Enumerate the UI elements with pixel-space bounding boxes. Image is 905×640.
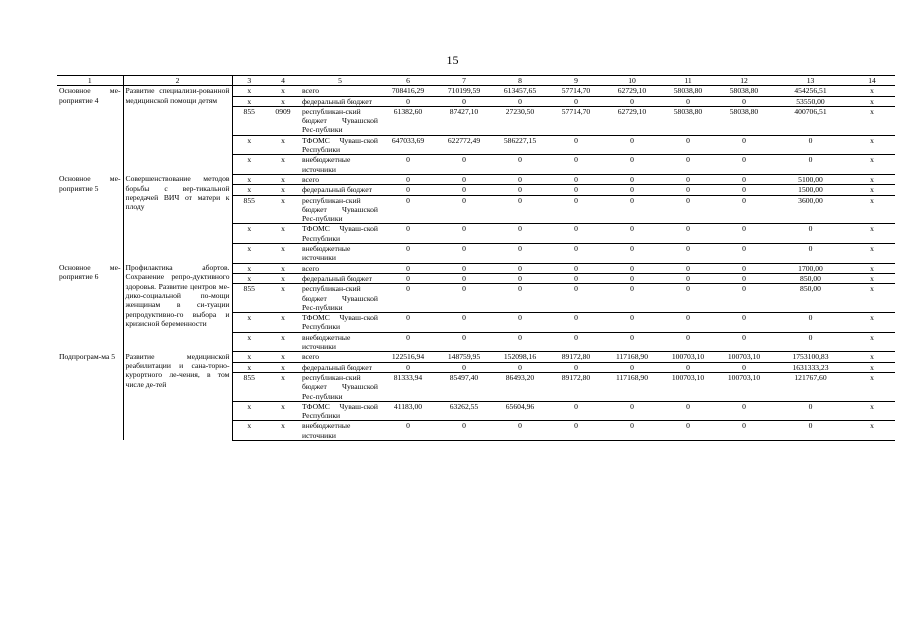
- code-cell: х: [266, 96, 300, 106]
- amount-cell: 0: [380, 362, 436, 372]
- amount-cell: 0: [380, 155, 436, 175]
- amount-cell: 586227,15: [492, 135, 548, 155]
- amount-cell: 0: [548, 332, 604, 352]
- activity-title: Подпрограм-ма 5: [57, 352, 123, 441]
- code-cell: х: [266, 135, 300, 155]
- amount-cell: 0: [518, 174, 522, 184]
- amount-cell: 0: [716, 224, 772, 244]
- amount-cell: 0: [436, 96, 492, 106]
- code-cell: х: [266, 372, 300, 401]
- amount-cell: 0: [548, 195, 604, 224]
- amount-cell: 0: [436, 362, 492, 372]
- amount-cell: 0: [716, 332, 772, 352]
- amount-cell: 100703,10: [660, 372, 716, 401]
- amount-cell: 0: [716, 96, 772, 106]
- amount-cell: 647033,69: [380, 135, 436, 155]
- amount-cell: 0: [604, 244, 660, 264]
- code-cell: 855: [232, 195, 266, 224]
- code-cell: х: [870, 86, 874, 96]
- code-cell: х: [849, 273, 895, 283]
- code-cell: х: [281, 352, 285, 362]
- funding-source: федеральный бюджет: [300, 362, 380, 372]
- amount-cell: 0: [436, 313, 492, 333]
- amount-cell: 0: [686, 263, 690, 273]
- table-row: [57, 352, 895, 362]
- funding-source: внебюджетные источники: [300, 155, 380, 175]
- column-number-cell: 13: [772, 76, 849, 86]
- amount-cell: 0: [742, 174, 746, 184]
- amount-cell: 0: [716, 273, 772, 283]
- amount-cell: 27230,50: [492, 106, 548, 135]
- amount-cell: 0: [492, 284, 548, 313]
- code-cell: х: [266, 362, 300, 372]
- amount-cell: 0: [492, 313, 548, 333]
- amount-cell: 0: [436, 185, 492, 195]
- amount-cell: 0: [380, 96, 436, 106]
- funding-source: федеральный бюджет: [300, 185, 380, 195]
- code-cell: х: [247, 86, 252, 96]
- amount-cell: 0: [772, 155, 849, 175]
- amount-cell: 0: [604, 96, 660, 106]
- code-cell: 855: [232, 372, 266, 401]
- amount-cell: 0: [492, 421, 548, 441]
- code-cell: х: [266, 273, 300, 283]
- page-number: 15: [446, 53, 459, 67]
- code-cell: х: [849, 284, 895, 313]
- code-cell: х: [266, 185, 300, 195]
- activity-title: Основное ме-роприятие 5: [57, 174, 123, 263]
- amount-cell: 0: [492, 332, 548, 352]
- code-cell: х: [849, 135, 895, 155]
- amount-cell: 0: [742, 263, 746, 273]
- amount-cell: 86493,20: [492, 372, 548, 401]
- code-cell: х: [266, 195, 300, 224]
- amount-cell: 0: [660, 284, 716, 313]
- amount-cell: 710199,59: [447, 86, 481, 96]
- code-cell: х: [870, 174, 874, 184]
- column-number-row: [57, 76, 895, 86]
- code-cell: х: [247, 174, 252, 184]
- funding-source: республикан-ский бюджет Чувашской Рес-публики: [302, 106, 378, 135]
- funding-source: внебюджетные источники: [300, 244, 380, 264]
- code-cell: х: [266, 284, 300, 313]
- code-cell: х: [849, 313, 895, 333]
- code-cell: х: [232, 313, 266, 333]
- amount-cell: 0: [574, 174, 578, 184]
- amount-cell: 89172,80: [561, 352, 591, 362]
- amount-cell: 0: [380, 284, 436, 313]
- code-cell: х: [232, 244, 266, 264]
- amount-cell: 0: [548, 96, 604, 106]
- code-cell: х: [849, 106, 895, 135]
- activity-description: Профилактика абортов. Сохранение репро-дуктивного здоровья. Развитие центров ме-дико-социальной по-мощи женщинам в си-туации репродуктивно-го выбора и кризисной беременности: [123, 263, 232, 352]
- code-cell: х: [266, 421, 300, 441]
- activity-title: Основное ме-роприятие 4: [57, 86, 123, 175]
- amount-cell: 0: [436, 284, 492, 313]
- amount-cell: 100703,10: [716, 372, 772, 401]
- column-number-cell: 3: [232, 76, 266, 86]
- amount-cell: 0: [604, 224, 660, 244]
- amount-cell: 0: [380, 185, 436, 195]
- table-row: [57, 263, 895, 273]
- amount-cell: 89172,80: [548, 372, 604, 401]
- code-cell: х: [870, 352, 874, 362]
- code-cell: х: [849, 372, 895, 401]
- amount-cell: 0: [716, 195, 772, 224]
- column-number-cell: 14: [849, 76, 895, 86]
- amount-cell: 0: [462, 174, 466, 184]
- amount-cell: 0: [574, 263, 578, 273]
- amount-cell: 0: [436, 224, 492, 244]
- amount-cell: 0: [660, 273, 716, 283]
- amount-cell: 61382,60: [380, 106, 436, 135]
- amount-cell: 0: [716, 284, 772, 313]
- code-cell: х: [281, 86, 285, 96]
- code-cell: х: [849, 421, 895, 441]
- amount-cell: 0: [492, 244, 548, 264]
- amount-cell: 850,00: [772, 284, 849, 313]
- code-cell: х: [849, 224, 895, 244]
- amount-cell: 0: [716, 244, 772, 264]
- amount-cell: 0: [548, 362, 604, 372]
- code-cell: х: [232, 421, 266, 441]
- code-cell: х: [849, 195, 895, 224]
- amount-cell: 0: [772, 135, 849, 155]
- amount-cell: 0: [492, 224, 548, 244]
- activity-description: Развитие медицинской реабилитации и сана-торно-курортного ле-чения, в том числе де-тей: [123, 352, 232, 441]
- column-number-cell: 9: [548, 76, 604, 86]
- funding-source: ТФОМС Чуваш-ской Республики: [302, 224, 378, 243]
- amount-cell: 0: [548, 313, 604, 333]
- amount-cell: 0: [604, 273, 660, 283]
- activity-description: Развитие специализи-рованной медицинской помощи детям: [123, 86, 232, 175]
- code-cell: х: [281, 174, 285, 184]
- amount-cell: 0: [436, 195, 492, 224]
- amount-cell: 1700,00: [798, 263, 823, 273]
- amount-cell: 0: [380, 273, 436, 283]
- funding-source: всего: [302, 174, 320, 184]
- amount-cell: 0: [436, 332, 492, 352]
- funding-source: внебюджетные источники: [300, 332, 380, 352]
- funding-source: федеральный бюджет: [300, 96, 380, 106]
- code-cell: х: [266, 401, 300, 421]
- amount-cell: 454256,51: [794, 86, 827, 96]
- amount-cell: 613457,65: [503, 86, 537, 96]
- code-cell: х: [849, 155, 895, 175]
- amount-cell: 0: [604, 195, 660, 224]
- activity-description: Совершенствование методов борьбы с вер-тикальной передачей ВИЧ от матери к плоду: [123, 174, 232, 263]
- amount-cell: 0: [772, 401, 849, 421]
- code-cell: х: [232, 96, 266, 106]
- code-cell: 855: [232, 284, 266, 313]
- amount-cell: 0: [630, 263, 634, 273]
- column-number-cell: 11: [660, 76, 716, 86]
- amount-cell: 708416,29: [391, 86, 425, 96]
- amount-cell: 0: [604, 421, 660, 441]
- funding-source: республикан-ский бюджет Чувашской Рес-публики: [302, 372, 378, 401]
- code-cell: х: [849, 185, 895, 195]
- amount-cell: 0: [716, 155, 772, 175]
- amount-cell: 1500,00: [772, 185, 849, 195]
- code-cell: х: [266, 224, 300, 244]
- amount-cell: 0: [436, 155, 492, 175]
- column-number-cell: 10: [604, 76, 660, 86]
- amount-cell: 0: [660, 135, 716, 155]
- amount-cell: 58038,80: [660, 106, 716, 135]
- amount-cell: 0: [548, 185, 604, 195]
- funding-source: республикан-ский бюджет Чувашской Рес-публики: [302, 284, 378, 312]
- amount-cell: 0: [436, 244, 492, 264]
- amount-cell: 0: [716, 421, 772, 441]
- code-cell: х: [232, 185, 266, 195]
- amount-cell: 1631333,23: [772, 362, 849, 372]
- amount-cell: 0: [380, 244, 436, 264]
- code-cell: х: [849, 244, 895, 264]
- code-cell: х: [849, 401, 895, 421]
- funding-source: всего: [302, 86, 320, 96]
- code-cell: х: [849, 96, 895, 106]
- amount-cell: 100703,10: [671, 352, 705, 362]
- amount-cell: 0: [406, 263, 410, 273]
- funding-source: республикан-ский бюджет Чувашской Рес-публики: [302, 195, 378, 224]
- amount-cell: 0: [660, 96, 716, 106]
- code-cell: х: [232, 273, 266, 283]
- funding-source: всего: [302, 263, 320, 273]
- amount-cell: 0: [604, 185, 660, 195]
- amount-cell: 62729,10: [617, 86, 647, 96]
- amount-cell: 62729,10: [604, 106, 660, 135]
- amount-cell: 0: [380, 195, 436, 224]
- code-cell: х: [247, 263, 252, 273]
- amount-cell: 0: [548, 224, 604, 244]
- amount-cell: 0: [548, 401, 604, 421]
- code-cell: х: [849, 362, 895, 372]
- column-number-cell: 7: [436, 76, 492, 86]
- amount-cell: 0: [660, 185, 716, 195]
- code-cell: х: [281, 263, 285, 273]
- amount-cell: 0: [380, 313, 436, 333]
- code-cell: х: [232, 135, 266, 155]
- amount-cell: 0: [686, 174, 690, 184]
- amount-cell: 85497,40: [436, 372, 492, 401]
- amount-cell: 0: [772, 313, 849, 333]
- funding-source: ТФОМС Чуваш-ской Республики: [302, 401, 378, 421]
- amount-cell: 0: [462, 263, 466, 273]
- amount-cell: 0: [630, 174, 634, 184]
- code-cell: х: [232, 224, 266, 244]
- amount-cell: 152098,16: [503, 352, 537, 362]
- code-cell: х: [266, 313, 300, 333]
- code-cell: х: [232, 362, 266, 372]
- amount-cell: 0: [604, 155, 660, 175]
- amount-cell: 0: [660, 244, 716, 264]
- funding-source: федеральный бюджет: [300, 273, 380, 283]
- amount-cell: 117168,90: [616, 352, 648, 362]
- amount-cell: 121767,60: [772, 372, 849, 401]
- column-number-cell: 2: [123, 76, 232, 86]
- code-cell: 855: [232, 106, 266, 135]
- budget-table: [57, 75, 895, 441]
- amount-cell: 100703,10: [727, 352, 761, 362]
- amount-cell: 0: [492, 273, 548, 283]
- amount-cell: 0: [604, 332, 660, 352]
- amount-cell: 0: [492, 185, 548, 195]
- amount-cell: 0: [492, 96, 548, 106]
- amount-cell: 0: [518, 263, 522, 273]
- amount-cell: 57714,70: [548, 106, 604, 135]
- amount-cell: 0: [380, 224, 436, 244]
- code-cell: х: [232, 401, 266, 421]
- amount-cell: 0: [660, 362, 716, 372]
- amount-cell: 0: [604, 313, 660, 333]
- amount-cell: 58038,80: [673, 86, 703, 96]
- code-cell: х: [870, 263, 874, 273]
- amount-cell: 87427,10: [436, 106, 492, 135]
- amount-cell: 1753100,83: [792, 352, 829, 362]
- amount-cell: 0: [548, 284, 604, 313]
- amount-cell: 0: [660, 313, 716, 333]
- code-cell: х: [247, 352, 252, 362]
- amount-cell: 41183,00: [380, 401, 436, 421]
- column-number-cell: 12: [716, 76, 772, 86]
- amount-cell: 0: [716, 313, 772, 333]
- amount-cell: 0: [548, 273, 604, 283]
- amount-cell: 58038,80: [716, 106, 772, 135]
- code-cell: х: [266, 332, 300, 352]
- amount-cell: 117168,90: [604, 372, 660, 401]
- amount-cell: 0: [660, 401, 716, 421]
- amount-cell: 0: [380, 421, 436, 441]
- amount-cell: 5100,00: [798, 174, 823, 184]
- activity-title: Основное ме-роприятие 6: [57, 263, 123, 352]
- amount-cell: 0: [548, 421, 604, 441]
- amount-cell: 65604,96: [492, 401, 548, 421]
- amount-cell: 53550,00: [772, 96, 849, 106]
- amount-cell: 0: [660, 224, 716, 244]
- funding-source: внебюджетные источники: [300, 421, 380, 441]
- amount-cell: 0: [436, 273, 492, 283]
- column-number-cell: 8: [492, 76, 548, 86]
- amount-cell: 63262,55: [436, 401, 492, 421]
- code-cell: х: [266, 155, 300, 175]
- amount-cell: 0: [492, 362, 548, 372]
- funding-source: ТФОМС Чуваш-ской Республики: [302, 135, 378, 155]
- amount-cell: 0: [406, 174, 410, 184]
- amount-cell: 0: [716, 185, 772, 195]
- amount-cell: 850,00: [772, 273, 849, 283]
- amount-cell: 0: [548, 155, 604, 175]
- amount-cell: 0: [716, 135, 772, 155]
- code-cell: х: [232, 332, 266, 352]
- funding-source: ТФОМС Чуваш-ской Республики: [302, 313, 378, 332]
- amount-cell: 400706,51: [772, 106, 849, 135]
- amount-cell: 0: [604, 135, 660, 155]
- code-cell: х: [232, 155, 266, 175]
- column-number-cell: 6: [380, 76, 436, 86]
- amount-cell: 0: [492, 195, 548, 224]
- amount-cell: 0: [660, 155, 716, 175]
- amount-cell: 0: [772, 332, 849, 352]
- amount-cell: 622772,49: [436, 135, 492, 155]
- amount-cell: 58038,80: [729, 86, 759, 96]
- amount-cell: 0: [716, 362, 772, 372]
- amount-cell: 0: [660, 195, 716, 224]
- amount-cell: 0: [604, 401, 660, 421]
- table-row: [57, 86, 895, 96]
- amount-cell: 0: [716, 401, 772, 421]
- column-number-cell: 5: [300, 76, 380, 86]
- amount-cell: 3600,00: [772, 195, 849, 224]
- table-row: [57, 174, 895, 184]
- amount-cell: 0: [660, 332, 716, 352]
- amount-cell: 148759,95: [447, 352, 481, 362]
- code-cell: х: [849, 332, 895, 352]
- code-cell: х: [266, 244, 300, 264]
- amount-cell: 0: [660, 421, 716, 441]
- amount-cell: 57714,70: [561, 86, 591, 96]
- amount-cell: 0: [604, 362, 660, 372]
- amount-cell: 0: [436, 421, 492, 441]
- amount-cell: 0: [492, 155, 548, 175]
- amount-cell: 0: [772, 421, 849, 441]
- amount-cell: 122516,94: [391, 352, 425, 362]
- amount-cell: 0: [772, 244, 849, 264]
- code-cell: 0909: [266, 106, 300, 135]
- amount-cell: 0: [548, 135, 604, 155]
- column-number-cell: 4: [266, 76, 300, 86]
- amount-cell: 0: [548, 244, 604, 264]
- funding-source: всего: [302, 352, 320, 362]
- amount-cell: 0: [380, 332, 436, 352]
- column-number-cell: 1: [57, 76, 123, 86]
- amount-cell: 0: [772, 224, 849, 244]
- amount-cell: 0: [604, 284, 660, 313]
- amount-cell: 81333,94: [380, 372, 436, 401]
